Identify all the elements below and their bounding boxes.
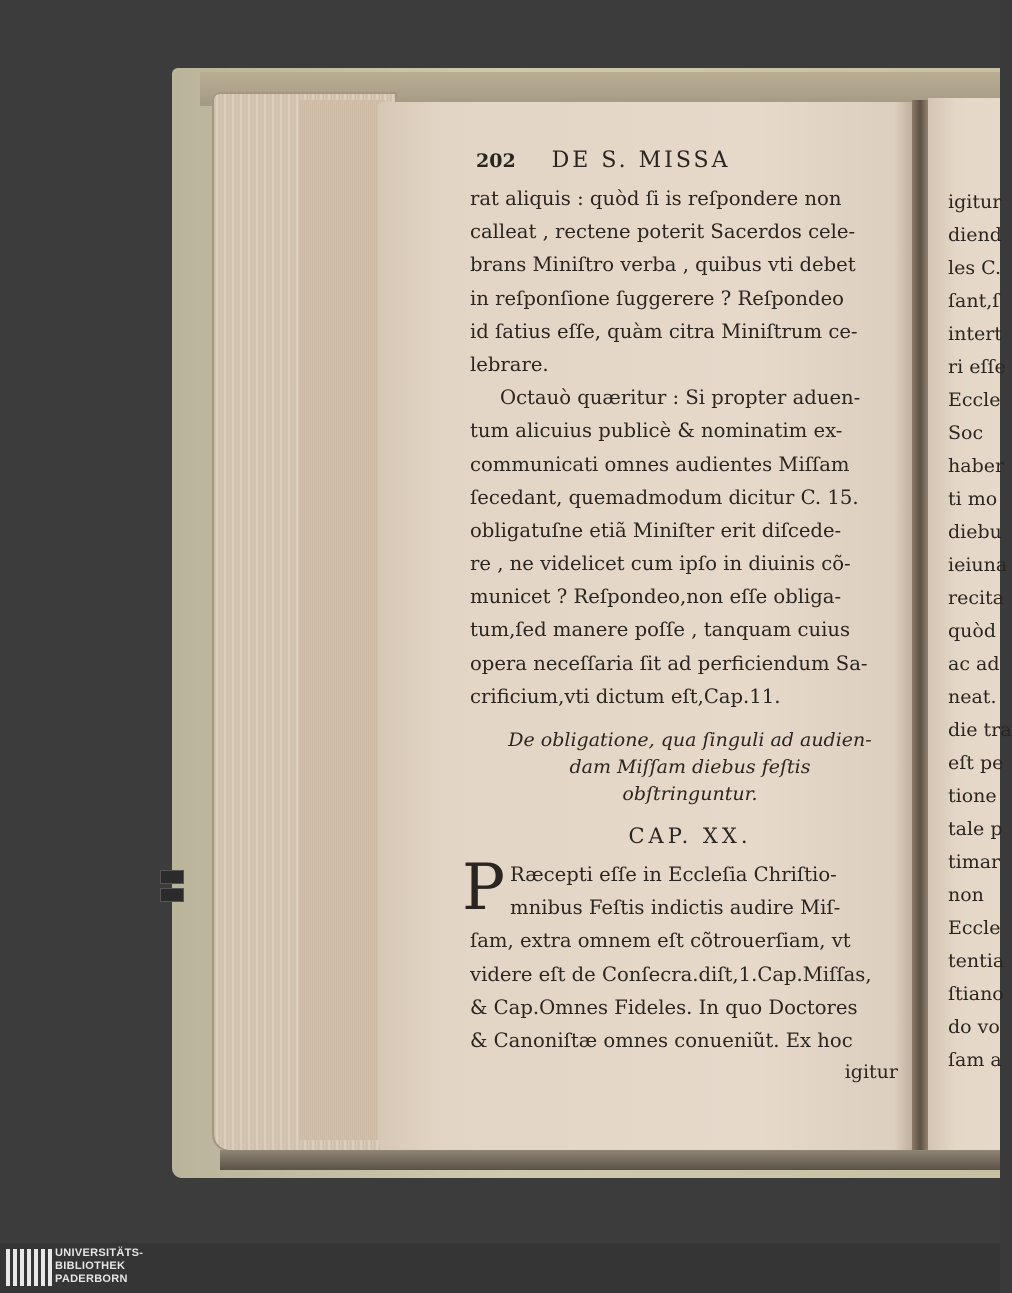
right-page-line-fragment: haber [948,455,1005,477]
book-bottom-edge [220,1150,1000,1170]
page-edges-inner [300,100,385,1140]
text-line: obligatuſne etiã Miniſter erit diſcede- [470,518,842,542]
text-line: rat aliquis : quòd ſi is reſpondere non [470,187,842,210]
text-line: opera neceſſaria ſit ad perficiendum Sa- [470,651,868,675]
spacer [470,713,910,727]
chapter-number: CAP. XX. [628,824,752,848]
left-page-text [462,148,910,1087]
right-page-line-fragment: diebu [948,521,1002,543]
clasp-upper [160,870,184,884]
text-line: Octauò quæritur : Si propter aduen- [500,386,861,410]
right-page-line-fragment: ti mo [948,488,998,510]
right-page-line-fragment: intert [948,323,1002,345]
text-line: ſecedant, quemadmodum dicitur C. 15. [470,485,859,509]
text-line: ſam, extra omnem eſt cõtrouerſiam, vt [470,929,851,953]
right-page-line-fragment: ſant,ſ [948,290,1000,312]
right-page-line-fragment: recita [948,587,1005,609]
right-page-line-fragment: die tra [948,719,1012,741]
text-lines-after-heading [470,858,910,1057]
right-page-line-fragment: ieiuna [948,554,1008,576]
right-page-line-fragment: neat. [948,686,997,708]
page-number: 202 [476,150,516,172]
library-footer [0,1243,1000,1293]
catchword: igitur [844,1061,898,1084]
right-page-line-fragment: do vo [948,1016,1000,1038]
right-page-line-fragment: ri eſſe [948,356,1006,378]
right-page-line-fragment: tentia [948,950,1005,972]
right-page-line-fragment: igitur [948,191,1002,213]
running-title: DE S. MISSA [551,148,731,173]
text-line: re , ne videlicet cum ipſo in diuinis cõ- [470,552,851,576]
right-page-line-fragment: ac ad [948,653,1000,675]
right-page-line-fragment: non [948,884,984,906]
right-page-line-fragment: quòd [948,620,997,642]
text-line: & Canoniſtæ omnes conueniũt. Ex hoc [470,1028,853,1052]
logo-line-2: BIBLIOTHEK [55,1260,126,1272]
right-page-line-fragment: Eccle [948,917,1001,939]
text-line: id ſatius eſſe, quàm citra Miniſtrum ce- [470,319,858,343]
text-line: communicati omnes audientes Miſſam [470,452,850,476]
right-page-line-fragment: eſt pe [948,752,1004,774]
section-heading-line: obſtringuntur. [622,783,758,805]
library-logo-text [55,1247,143,1286]
text-line: mnibus Feſtis indictis audire Miſ- [510,896,841,920]
text-line: tum,ſed manere poſſe , tanquam cuius [470,618,851,642]
text-line: in reſponſione ſuggerere ? Reſpondeo [470,286,844,310]
right-page-line-fragment: Soc [948,422,984,444]
section-heading-line: dam Miſſam diebus feſtis [569,756,811,778]
right-page-text [948,186,1012,1077]
text-line: brans Miniſtro verba , quibus vti debet [470,253,856,277]
text-line: tum alicuius publicè & nominatim ex- [470,419,843,443]
right-page-line-fragment: timar [948,851,1001,873]
clasp-lower [160,888,184,902]
right-page-line-fragment: ſam a [948,1049,1002,1071]
text-lines-before-heading [470,182,910,713]
logo-line-1: UNIVERSITÄTS- [55,1247,144,1259]
logo-line-3: PADERBORN [55,1273,128,1285]
text-line: calleat , rectene poterit Sacerdos cele- [470,220,856,244]
right-page-line-fragment: diend [948,224,1002,246]
library-logo-icon [6,1249,52,1286]
drop-cap: P [462,851,506,925]
text-line: crificium,vti dictum eſt,Cap.11. [470,684,781,708]
running-head [470,148,910,182]
text-line: lebrare. [470,352,549,376]
right-page-line-fragment: Eccle [948,389,1001,411]
right-page-line-fragment: les C. [948,257,1002,279]
section-heading [470,727,910,808]
section-heading-line: De obligatione, qua ſinguli ad audien- [508,729,872,751]
right-page-line-fragment: ſtiano [948,983,1004,1005]
chapter-opening [462,851,910,1057]
text-line: & Cap.Omnes Fideles. In quo Doctores [470,995,858,1019]
text-line: Ræcepti eſſe in Eccleſia Chriſtio- [510,863,837,886]
text-line: videre eſt de Conſecra.diſt,1.Cap.Miſſas, [470,962,872,986]
right-page-line-fragment: tale p [948,818,1003,840]
right-page-line-fragment: tione [948,785,997,807]
text-line: municet ? Reſpondeo,non eſſe obliga- [470,585,842,609]
